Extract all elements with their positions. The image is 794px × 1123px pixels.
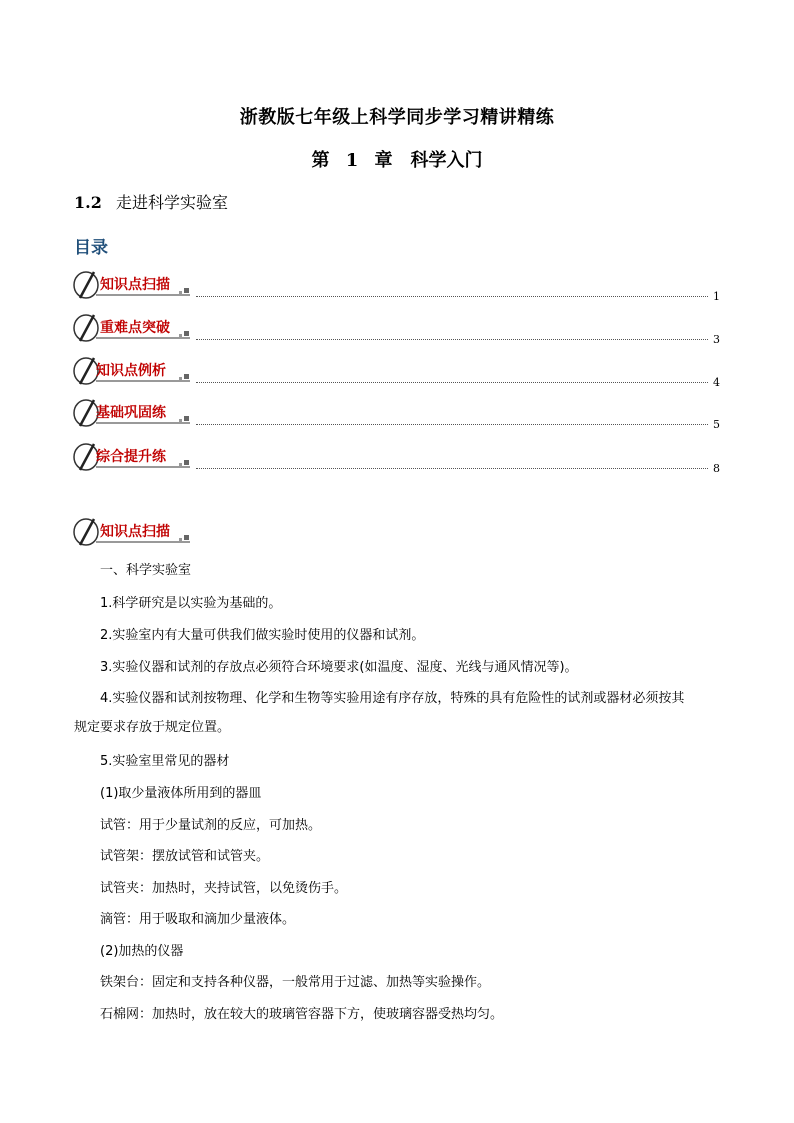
paragraph: 1.科学研究是以实验为基础的。 [100,596,282,611]
section-title: 走进科学实验室 [116,193,229,212]
section-badge [70,515,200,547]
toc-page-number: 5 [713,418,720,431]
paragraph: 一、科学实验室 [100,563,192,578]
paragraph: 3.实验仪器和试剂的存放点必须符合环境要求(如温度、湿度、光线与通风情况等)。 [100,660,578,675]
toc-item-knowledge-scan[interactable] [70,268,720,308]
chapter-title: 第 1 章 科学入门 [311,150,483,171]
toc-leader-dots [196,424,708,425]
paragraph: 规定要求存放于规定位置。 [74,720,231,735]
toc-page-number: 8 [713,462,720,475]
toc-item-examples[interactable] [70,354,720,394]
toc-leader-dots [196,296,708,297]
section-badge-knowledge-scan [70,515,210,555]
toc-page-number: 1 [713,290,720,303]
paragraph: 试管架：摆放试管和试管夹。 [100,849,270,864]
toc-item-advanced-practice[interactable] [70,440,720,480]
toc-item-label: 知识点例析 [96,363,166,379]
paragraph: 铁架台：固定和支持各种仪器，一般常用于过滤、加热等实验操作。 [100,975,491,990]
toc-page-number: 3 [713,333,720,346]
toc-badge [70,268,200,300]
paragraph: (1)取少量液体所用到的器皿 [100,786,262,801]
toc-item-basic-practice[interactable] [70,396,720,436]
toc-item-key-difficulties[interactable] [70,311,720,351]
toc-leader-dots [196,468,708,469]
toc-item-label: 重难点突破 [100,320,170,336]
toc-leader-dots [196,339,708,340]
toc-badge [70,354,200,386]
toc-item-label: 知识点扫描 [100,277,170,293]
document-title: 浙教版七年级上科学同步学习精讲精练 [239,107,555,128]
paragraph: 试管：用于少量试剂的反应，可加热。 [100,818,322,833]
section-number: 1.2 [74,193,102,212]
section-badge-label: 知识点扫描 [100,524,170,540]
toc-item-label: 基础巩固练 [96,405,166,421]
toc-badge [70,311,200,343]
paragraph: (2)加热的仪器 [100,944,184,959]
toc-item-label: 综合提升练 [96,449,166,465]
paragraph: 4.实验仪器和试剂按物理、化学和生物等实验用途有序存放，特殊的具有危险性的试剂或器材必须按其 [100,691,685,706]
paragraph: 5.实验室里常见的器材 [100,754,230,769]
toc-badge [70,440,200,472]
toc-page-number: 4 [713,376,720,389]
section-heading [74,190,228,213]
paragraph: 滴管：用于吸取和滴加少量液体。 [100,912,296,927]
paragraph: 试管夹：加热时，夹持试管，以免烫伤手。 [100,881,348,896]
toc-badge [70,396,200,428]
paragraph: 2.实验室内有大量可供我们做实验时使用的仪器和试剂。 [100,628,425,643]
toc-heading: 目录 [74,238,108,258]
paragraph: 石棉网：加热时，放在较大的玻璃管容器下方，使玻璃容器受热均匀。 [100,1007,504,1022]
toc-leader-dots [196,382,708,383]
